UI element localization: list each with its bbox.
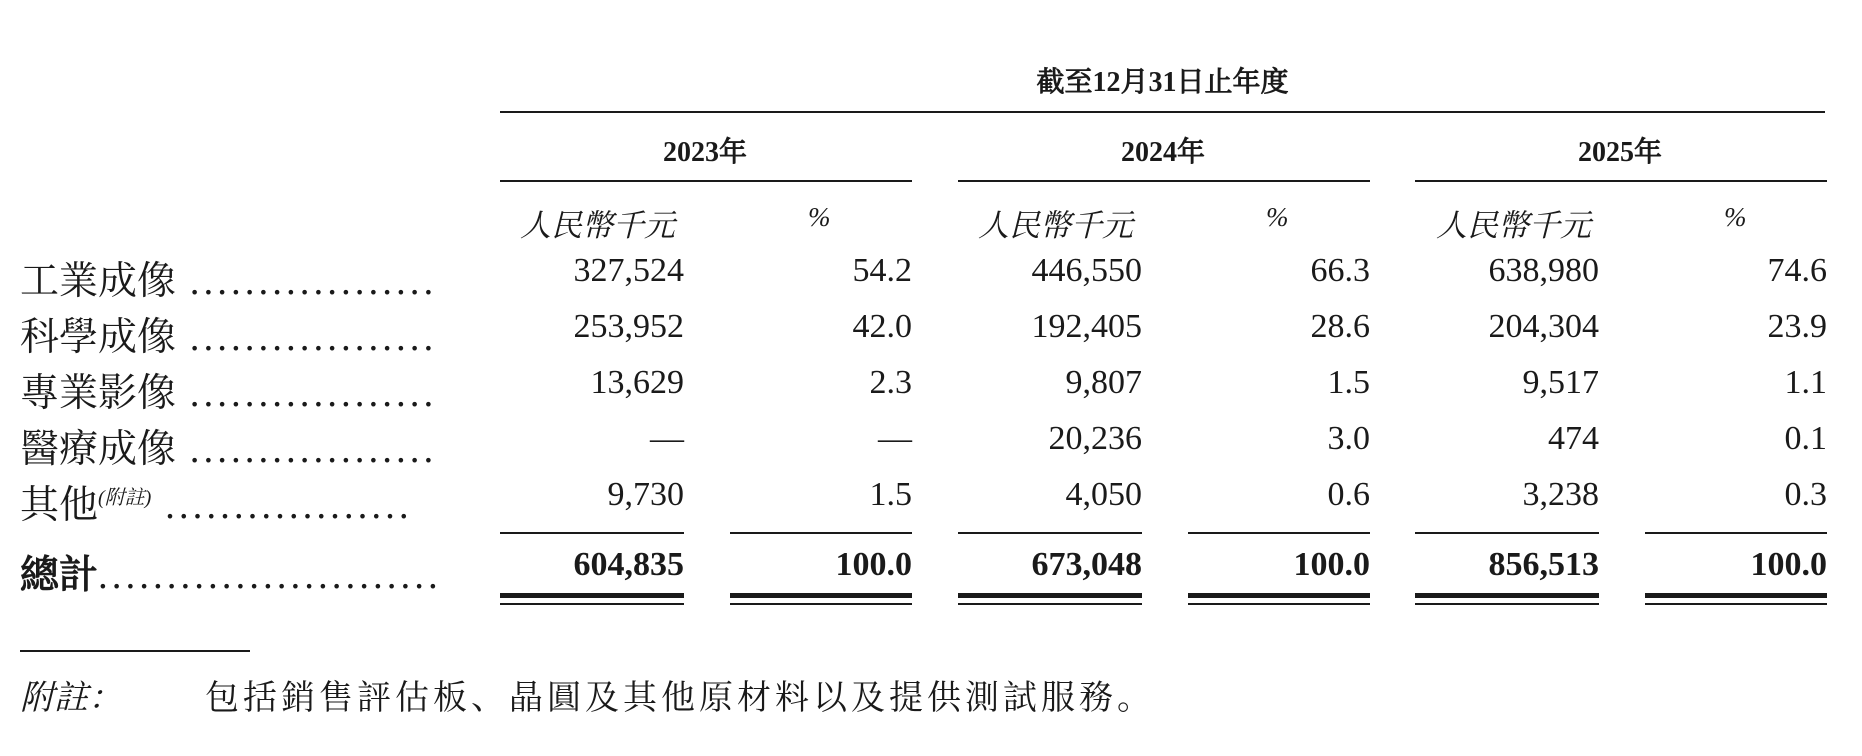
value-2025-percent: 0.1 (1784, 420, 1827, 457)
row-label-professional-imaging: 專業影像 .................. (20, 372, 438, 415)
value-2024-percent: 28.6 (1310, 308, 1370, 345)
total-double-rule (500, 603, 684, 605)
total-double-rule (958, 603, 1142, 605)
year-header-2023: 2023年 (662, 137, 747, 168)
subtotal-rule (500, 532, 684, 534)
row-label-others: 其他$^{(附註)}$ .................. (20, 484, 413, 527)
value-2025-amount: 3,238 (1522, 476, 1599, 513)
value-2023-percent: — (878, 420, 912, 457)
row-label-total: 總計......................... (20, 554, 442, 597)
row-label-medical-imaging: 醫療成像 .................. (20, 428, 438, 471)
total-double-rule (1188, 593, 1370, 598)
value-2025-amount: 204,304 (1488, 308, 1599, 345)
total-double-rule (1645, 603, 1827, 605)
total-2023-percent: 100.0 (835, 546, 912, 583)
value-2023-amount: 9,730 (607, 476, 684, 513)
leader-dots: .................. (176, 428, 438, 471)
value-2024-amount: 192,405 (1031, 308, 1142, 345)
total-double-rule (500, 593, 684, 598)
subtotal-rule (1645, 532, 1827, 534)
value-2024-percent: 0.6 (1327, 476, 1370, 513)
total-2025-amount: 856,513 (1488, 546, 1599, 583)
value-2023-amount: 327,524 (573, 252, 684, 289)
leader-dots: .................. (176, 372, 438, 415)
unit-header-2023: 人民幣千元 (520, 208, 675, 243)
total-double-rule (1188, 603, 1370, 605)
percent-header-2024: % (1266, 202, 1289, 232)
unit-header-2025: 人民幣千元 (1436, 208, 1591, 243)
value-2023-percent: 2.3 (869, 364, 912, 401)
value-2024-percent: 3.0 (1327, 420, 1370, 457)
year-underline-2024 (958, 180, 1370, 182)
unit-header-2024: 人民幣千元 (978, 208, 1133, 243)
value-2024-amount: 20,236 (1048, 420, 1142, 457)
value-2024-percent: 1.5 (1327, 364, 1370, 401)
percent-header-2025: % (1724, 202, 1747, 232)
value-2025-amount: 474 (1548, 420, 1599, 457)
footnote-separator (20, 650, 250, 652)
value-2024-percent: 66.3 (1310, 252, 1370, 289)
leader-dots: .................. (176, 316, 438, 359)
year-header-2025: 2025年 (1577, 137, 1662, 168)
leader-dots: ......................... (98, 554, 442, 597)
value-2025-percent: 0.3 (1784, 476, 1827, 513)
value-2025-amount: 9,517 (1522, 364, 1599, 401)
total-2025-percent: 100.0 (1750, 546, 1827, 583)
value-2024-amount: 9,807 (1065, 364, 1142, 401)
subtotal-rule (958, 532, 1142, 534)
year-header-2024: 2024年 (1120, 137, 1205, 168)
value-2023-percent: 1.5 (869, 476, 912, 513)
footnote-text: 包括銷售評估板、晶圓及其他原材料以及提供測試服務。 (205, 680, 1155, 717)
period-header: 截至12月31日止年度 (1036, 67, 1289, 98)
total-2024-percent: 100.0 (1293, 546, 1370, 583)
total-double-rule (1645, 593, 1827, 598)
total-double-rule (1415, 593, 1599, 598)
leader-dots: .................. (176, 260, 438, 303)
subtotal-rule (730, 532, 912, 534)
year-underline-2025 (1415, 180, 1827, 182)
subtotal-rule (1188, 532, 1370, 534)
total-2024-amount: 673,048 (1031, 546, 1142, 583)
value-2023-percent: 54.2 (852, 252, 912, 289)
footnote-label: 附註： (20, 680, 122, 717)
value-2025-percent: 74.6 (1767, 252, 1827, 289)
total-2023-amount: 604,835 (573, 546, 684, 583)
year-underline-2023 (500, 180, 912, 182)
value-2023-amount: 13,629 (590, 364, 684, 401)
total-double-rule (958, 593, 1142, 598)
value-2023-percent: 42.0 (852, 308, 912, 345)
total-double-rule (730, 593, 912, 598)
period-underline (500, 111, 1825, 113)
value-2024-amount: 446,550 (1031, 252, 1142, 289)
value-2025-percent: 23.9 (1767, 308, 1827, 345)
value-2023-amount: 253,952 (573, 308, 684, 345)
percent-header-2023: % (808, 202, 831, 232)
value-2025-amount: 638,980 (1488, 252, 1599, 289)
leader-dots: .................. (151, 484, 413, 527)
row-label-scientific-imaging: 科學成像 .................. (20, 316, 438, 359)
value-2023-amount: — (650, 420, 684, 457)
value-2024-amount: 4,050 (1065, 476, 1142, 513)
total-double-rule (730, 603, 912, 605)
total-double-rule (1415, 603, 1599, 605)
note-reference: (附註) (98, 487, 152, 509)
row-label-industrial-imaging: 工業成像 .................. (20, 260, 438, 303)
value-2025-percent: 1.1 (1784, 364, 1827, 401)
subtotal-rule (1415, 532, 1599, 534)
